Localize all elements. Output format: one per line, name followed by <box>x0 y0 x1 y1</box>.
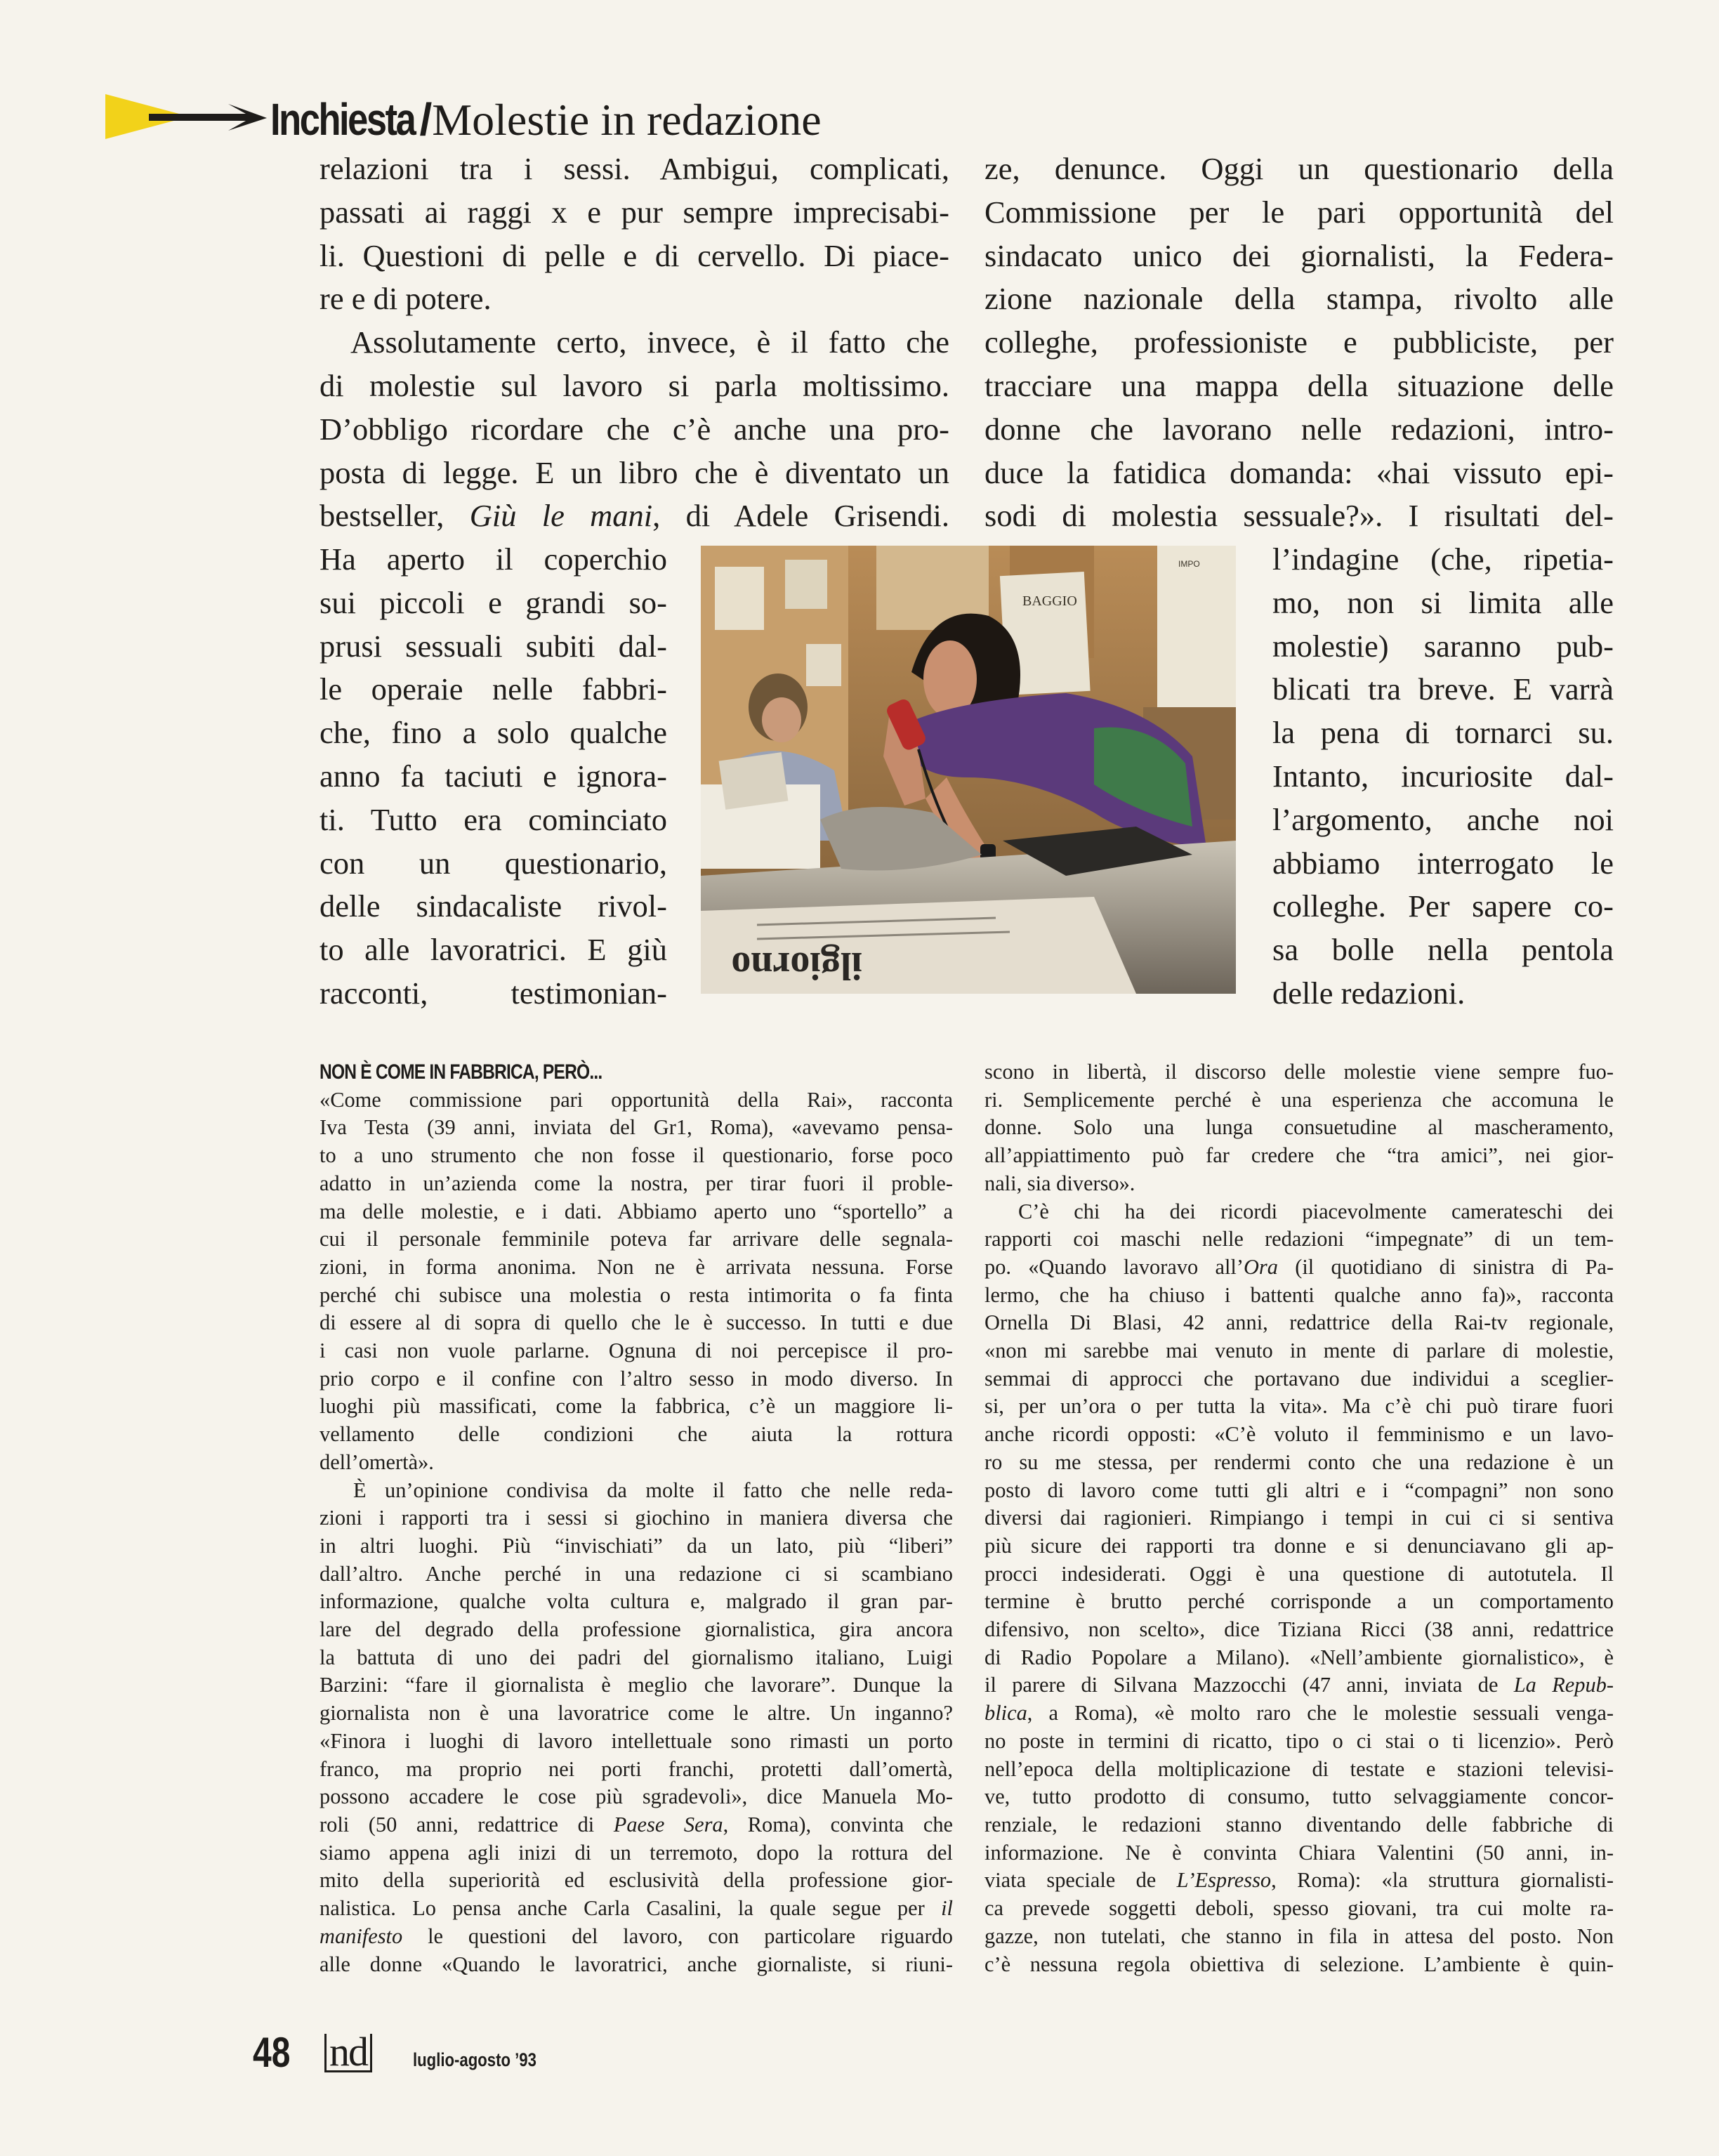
lead-line: anno fa taciuti e ignora- <box>320 758 667 794</box>
publication-title: L’Espresso <box>1176 1868 1272 1893</box>
topic-title: Molestie in redazione <box>432 95 822 145</box>
body-line: lare del degrado della professione giornalistica, gira ancora <box>320 1617 953 1642</box>
page-number: 48 <box>253 2029 291 2076</box>
lead-line: Commissione per le pari opportunità del <box>984 194 1614 230</box>
lead-line: delle redazioni. <box>1272 975 1466 1011</box>
body-line: informazione, qualche volta cultura e, malgrado il gran par- <box>320 1589 953 1614</box>
lead-column-1-wrap <box>320 538 667 1015</box>
body-line: gazze, non tutelati, che stanno in fila in attesa del posto. Non <box>984 1924 1614 1948</box>
lead-line: Intanto, incuriosite dal- <box>1272 758 1614 794</box>
lead-column-1 <box>320 147 949 538</box>
body-line: ve, tutto prodotto di consumo, tutto selvaggiamente concor- <box>984 1784 1614 1809</box>
body-line: no poste in termini di ricatto, tipo o ci stai o ti licenzio». Però <box>984 1728 1614 1753</box>
newsroom-photo <box>701 546 1236 994</box>
lead-line: ze, denunce. Oggi un questionario della <box>984 151 1614 186</box>
lead-line: relazioni tra i sessi. Ambigui, complicati, <box>320 151 949 186</box>
lead-line: re e di potere. <box>320 281 492 317</box>
lead-line: Assolutamente certo, invece, è il fatto che <box>350 324 949 360</box>
body-line: alle donne «Quando le lavoratrici, anche giornaliste, si riuni- <box>320 1952 953 1976</box>
lead-line: zione nazionale della stampa, rivolto alle <box>984 281 1614 317</box>
publication-title: manifesto <box>320 1924 403 1948</box>
lead-line: le operaie nelle fabbri- <box>320 671 667 707</box>
body-line: siamo appena agli inizi di un terremoto, dopo la rottura del <box>320 1840 953 1865</box>
body-line: all’appiattimento può far credere che “tra amici”, nei gior- <box>984 1143 1614 1168</box>
lead-line: li. Questioni di pelle e di cervello. Di piace- <box>320 237 949 273</box>
publication-title: blica <box>984 1701 1027 1726</box>
publication-title: il <box>941 1896 953 1921</box>
section-arrow-icon <box>105 88 267 152</box>
body-line: vellamento delle condizioni che aiuta la rottura <box>320 1422 953 1447</box>
body-line: la battuta di uno dei padri del giornalismo italiano, Luigi <box>320 1645 953 1669</box>
lead-line: l’indagine (che, ripetia- <box>1272 541 1614 577</box>
body-text: , a Roma), «è molto raro che le molestie sessuali venga- <box>1027 1701 1614 1726</box>
body-line: lermo, che ha chiuso i battenti qualche anno fa)», racconta <box>984 1282 1614 1307</box>
lead-line: delle sindacaliste rivol- <box>320 888 667 924</box>
body-line: i casi non vuole parlarne. Ognuna di noi percepisce il pro- <box>320 1339 953 1363</box>
photo-sign-text: BAGGIO <box>1022 593 1077 609</box>
body-line <box>984 1671 1614 1700</box>
body-line <box>984 1254 1614 1282</box>
publication-title: Paese Sera <box>613 1812 723 1836</box>
body-line <box>984 1867 1614 1895</box>
lead-line: D’obbligo ricordare che c’è anche una pro- <box>320 411 949 447</box>
lead-line: tracciare una mappa della situazione delle <box>984 367 1614 403</box>
photo-notice-text: IMPO <box>1178 559 1200 569</box>
publication-title: La Repub- <box>1513 1673 1614 1697</box>
lead-column-2 <box>984 147 1614 538</box>
body-line: «non mi sarebbe mai venuto in mente di parlare di molestie, <box>984 1339 1614 1363</box>
lead-line: di molestie sul lavoro si parla moltissimo. <box>320 367 949 403</box>
body-line: informazione. Ne è convinta Chiara Valentini (50 anni, in- <box>984 1840 1614 1865</box>
body-line: È un’opinione condivisa da molte il fatto che nelle reda- <box>353 1478 953 1502</box>
lead-line: sodi di molestia sessuale?». I risultati del- <box>984 498 1614 534</box>
body-text: le questioni del lavoro, con particolare riguardo <box>402 1924 953 1948</box>
body-text: , Roma): «la struttura giornalisti- <box>1271 1868 1614 1893</box>
body-line: diversi dai ragionieri. Rimpiango i tempi in cui ci si sentiva <box>984 1506 1614 1530</box>
body-line: c’è nessuna regola obiettiva di selezione. L’ambiente è quin- <box>984 1952 1614 1976</box>
book-title: Giù le mani <box>469 498 653 534</box>
body-line <box>320 1895 953 1923</box>
body-line <box>320 1923 953 1951</box>
lead-line: l’argomento, anche noi <box>1272 801 1614 837</box>
body-line: rapporti coi maschi nelle redazioni “impegnate” di un tem- <box>984 1227 1614 1251</box>
body-text: nalistica. Lo pensa anche Carla Casalini, la quale segue per <box>320 1896 942 1921</box>
body-text: il parere di Silvana Mazzocchi (47 anni, inviata de <box>984 1673 1514 1697</box>
body-line: di Radio Popolare a Milano). «Nell’ambiente giornalistico», è <box>984 1645 1614 1669</box>
body-line: luoghi più massificati, come la fabbrica, c’è un maggiore li- <box>320 1394 953 1419</box>
body-line: difensivo, non scelto», dice Tiziana Ricci (38 anni, redattrice <box>984 1617 1614 1642</box>
lead-line: to alle lavoratrici. E giù <box>320 932 667 968</box>
lead-line: ti. Tutto era cominciato <box>320 801 667 837</box>
lead-line: blicati tra breve. E varrà <box>1272 671 1614 707</box>
body-line: cui il personale femminile poteva far arrivare delle segnala- <box>320 1227 953 1251</box>
body-line <box>320 1811 953 1839</box>
body-line: ro su me stessa, per rendermi conto che una redazione è un <box>984 1450 1614 1474</box>
body-line: prio corpo e il confine con l’altro sesso in modo diverso. In <box>320 1366 953 1391</box>
lead-line: colleghe, professioniste e pubbliciste, per <box>984 324 1614 360</box>
body-line: si, per un’ora o per tutta la vita». Ma c’è chi può tirare fuori <box>984 1394 1614 1419</box>
body-line: mito della superiorità ed esclusività della professione gior- <box>320 1868 953 1893</box>
body-text: roli (50 anni, redattrice di <box>320 1812 614 1836</box>
body-line: semmai di approcci che portavano due individui a sceglier- <box>984 1366 1614 1391</box>
lead-line <box>320 494 949 538</box>
body-text: (il quotidiano di sinistra di Pa- <box>1277 1254 1614 1279</box>
body-line <box>984 1700 1614 1728</box>
body-line: procci indesiderati. Oggi è una questione di autotutela. Il <box>984 1561 1614 1586</box>
lead-text: bestseller, <box>320 498 470 534</box>
issue-date: luglio-agosto ’93 <box>413 2049 536 2070</box>
lead-line: sa bolle nella pentola <box>1272 932 1614 968</box>
body-line: franco, ma proprio nei porti franchi, protetti dall’omertà, <box>320 1756 953 1781</box>
lead-line: donne che lavorano nelle redazioni, intro- <box>984 411 1614 447</box>
lead-line: sindacato unico dei giornalisti, la Federa- <box>984 237 1614 273</box>
lead-line: prusi sessuali subiti dal- <box>320 628 667 664</box>
body-line: ca prevede soggetti deboli, spesso giovani, tra cui molte ra- <box>984 1896 1614 1921</box>
body-line: «Finora i luoghi di lavoro intellettuale sono rimasti un porto <box>320 1728 953 1753</box>
lead-line: molestie) saranno pub- <box>1272 628 1614 664</box>
section-subhead: NON È COME IN FABBRICA, PERÒ... <box>320 1060 602 1084</box>
body-line: nali, sia diverso». <box>984 1171 1135 1195</box>
body-line: ri. Semplicemente perché è una esperienza che accomuna le <box>984 1087 1614 1112</box>
body-column-1 <box>320 1058 953 1978</box>
body-line: Iva Testa (39 anni, inviata del Gr1, Roma), «avevamo pensa- <box>320 1115 953 1140</box>
body-text: viata speciale de <box>984 1868 1177 1893</box>
lead-line: posta di legge. E un libro che è diventato un <box>320 454 949 490</box>
body-line: più sicure dei rapporti tra donne e si denunciavano gli ap- <box>984 1533 1614 1558</box>
body-line: Ornella Di Blasi, 42 anni, redattrice della Rai-tv regionale, <box>984 1310 1614 1335</box>
body-line: donne. Solo una lunga consuetudine al mascheramento, <box>984 1115 1614 1140</box>
lead-line: Ha aperto il coperchio <box>320 541 667 577</box>
body-line: dell’omertà». <box>320 1450 434 1474</box>
lead-line: colleghe. Per sapere co- <box>1272 888 1614 924</box>
section-separator: / <box>419 94 433 145</box>
body-text: , Roma), convinta che <box>723 1812 953 1836</box>
body-line: C’è chi ha dei ricordi piacevolmente camerateschi dei <box>1018 1199 1614 1223</box>
page-header <box>270 93 822 147</box>
body-text: po. «Quando lavoravo all’ <box>984 1254 1244 1279</box>
lead-line: abbiamo interrogato le <box>1272 845 1614 881</box>
section-title: Inchiesta <box>270 94 415 145</box>
lead-line: che, fino a solo qualche <box>320 715 667 751</box>
body-line: posto di lavoro come tutti gli altri e i “compagni” non sono <box>984 1478 1614 1502</box>
body-line: renziale, le redazioni stanno diventando delle fabbriche di <box>984 1812 1614 1836</box>
body-line: perché chi subisce una molestia o resta intimorita o fa finta <box>320 1282 953 1307</box>
lead-line: racconti, testimonian- <box>320 975 667 1011</box>
lead-text: , di Adele Grisendi. <box>652 498 949 534</box>
body-line: di essere al di sopra di quello che le è successo. In tutti e due <box>320 1310 953 1335</box>
body-line: giornalista non è una lavoratrice come le altre. Un inganno? <box>320 1701 953 1726</box>
lead-line: passati ai raggi x e pur sempre imprecisabi- <box>320 194 949 230</box>
body-line: zioni i rapporti tra i sessi si giochino in maniera diversa che <box>320 1506 953 1530</box>
body-line: zioni, in forma anonima. Non ne è arrivata nessuna. Forse <box>320 1254 953 1279</box>
body-line: nell’epoca della moltiplicazione di testate e stazioni televisi- <box>984 1756 1614 1781</box>
lead-line: con un questionario, <box>320 845 667 881</box>
body-line: possono accadere le cose più sgradevoli», dice Manuela Mo- <box>320 1784 953 1809</box>
body-line: to a uno strumento che non fosse il questionario, forse poco <box>320 1143 953 1168</box>
body-line: scono in libertà, il discorso delle molestie viene sempre fuo- <box>984 1060 1614 1084</box>
body-column-2 <box>984 1058 1614 1978</box>
body-line: ma delle molestie, e i dati. Abbiamo aperto uno “sportello” a <box>320 1199 953 1223</box>
photo-newspaper-masthead: ilgiorno <box>731 944 862 987</box>
publication-title: Ora <box>1243 1254 1278 1279</box>
body-line: adatto in un’azienda come la nostra, per tirar fuori il proble- <box>320 1171 953 1195</box>
newsroom-photo-illustration <box>701 546 1236 994</box>
lead-line: duce la fatidica domanda: «hai vissuto epi- <box>984 454 1614 490</box>
body-line: «Come commissione pari opportunità della Rai», racconta <box>320 1087 953 1112</box>
body-line: Barzini: “fare il giornalista è meglio che lavorare”. Dunque la <box>320 1673 953 1697</box>
lead-line: la pena di tornarci su. <box>1272 715 1614 751</box>
magazine-logo: nd <box>324 2034 372 2072</box>
body-line: anche ricordi opposti: «C’è voluto il femminismo e un lavo- <box>984 1422 1614 1447</box>
lead-line: mo, non si limita alle <box>1272 584 1614 620</box>
body-line: in altri luoghi. Più “invischiati” da un lato, più “liberi” <box>320 1533 953 1558</box>
body-line: termine è brutto perché corrisponde a un comportamento <box>984 1589 1614 1614</box>
lead-line: sui piccoli e grandi so- <box>320 584 667 620</box>
lead-column-2-wrap <box>1272 538 1614 1015</box>
body-line: dall’altro. Anche perché in una redazione ci si scambiano <box>320 1561 953 1586</box>
